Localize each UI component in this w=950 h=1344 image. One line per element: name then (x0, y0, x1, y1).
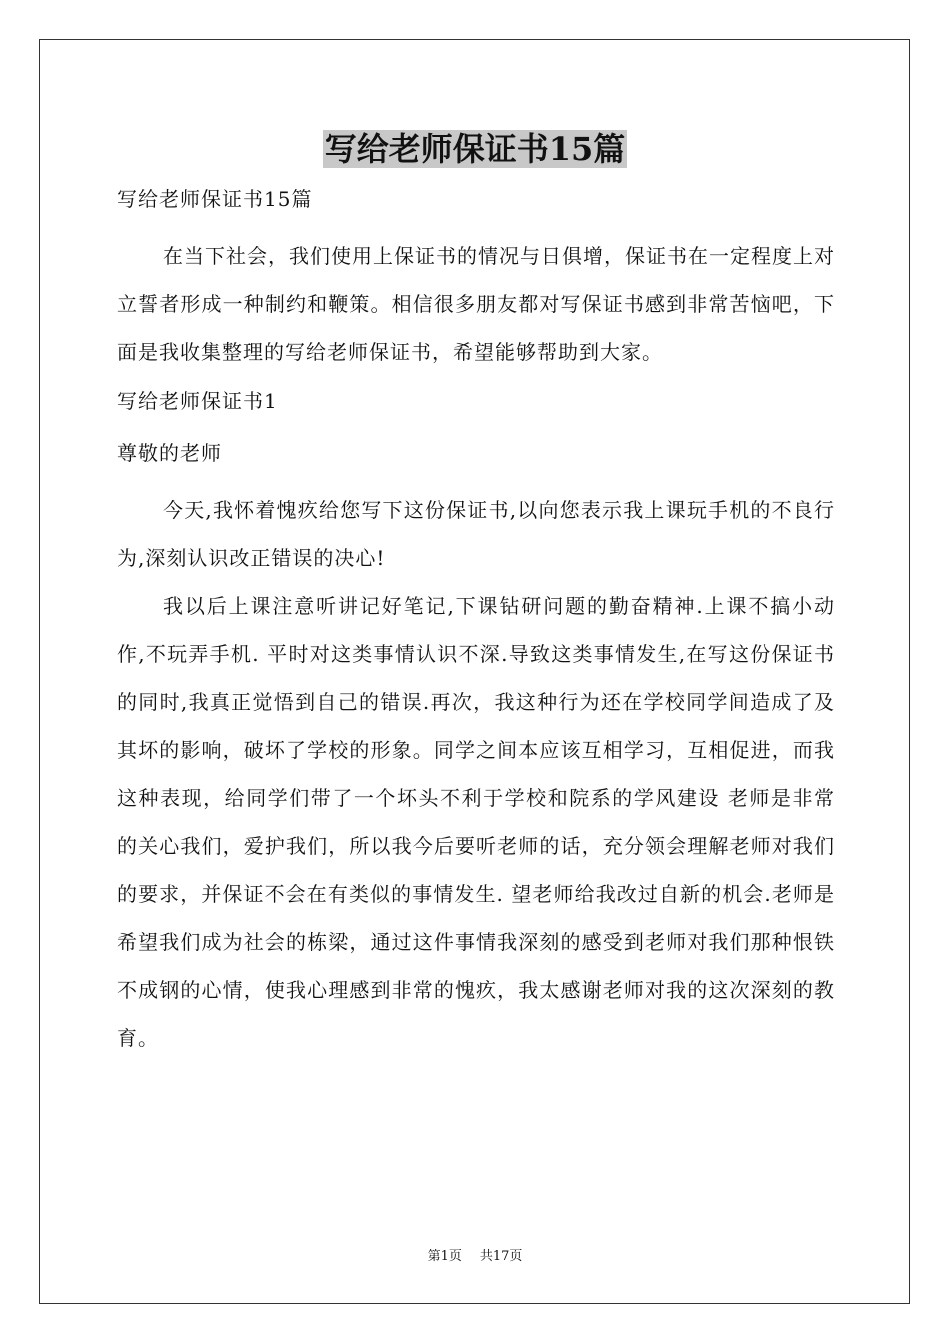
document-title (0, 127, 950, 171)
body-paragraph-2: 我以后上课注意听讲记好笔记,下课钻研问题的勤奋精神.上课不搞小动作,不玩弄手机. 平时对这类事情认识不深.导致这类事情发生,在写这份保证书的同时,我真正觉悟到自己的错误.再次，我这种行为还在学校同学间造成了及其坏的影响，破坏了学校的形象。同学之间本应该互相学习，互相促进，而我这种表现，给同学们带了一个坏头不利于学校和院系的学风建设 老师是非常的关心我们，爱护我们，所以我今后要听老师的话，充分领会理解老师对我们的要求，并保证不会在有类似的事情发生. 望老师给我改过自新的机会.老师是希望我们成为社会的栋梁，通过这件事情我深刻的感受到老师对我们那种恨铁不成钢的心情，使我心理感到非常的愧疚，我太感谢老师对我的这次深刻的教育。 (117, 594, 835, 1050)
body-paragraph-1: 今天,我怀着愧疚给您写下这份保证书,以向您表示我上课玩手机的不良行为,深刻认识改正错误的决心! (117, 498, 835, 570)
document-subtitle: 写给老师保证书15篇 (117, 187, 313, 211)
page-number-total: 共17页 (479, 1249, 523, 1264)
salutation: 尊敬的老师 (117, 441, 222, 465)
document-body (117, 180, 835, 1062)
intro-paragraph: 在当下社会，我们使用上保证书的情况与日俱增，保证书在一定程度上对立誓者形成一种制约和鞭策。相信很多朋友都对写保证书感到非常苦恼吧，下面是我收集整理的写给老师保证书，希望能够帮助到大家。 (117, 244, 835, 364)
section-heading: 写给老师保证书1 (117, 389, 278, 413)
document-title-text: 写给老师保证书15篇 (324, 130, 626, 168)
page-number-current: 第1页 (427, 1249, 462, 1264)
page-footer (0, 1248, 950, 1266)
